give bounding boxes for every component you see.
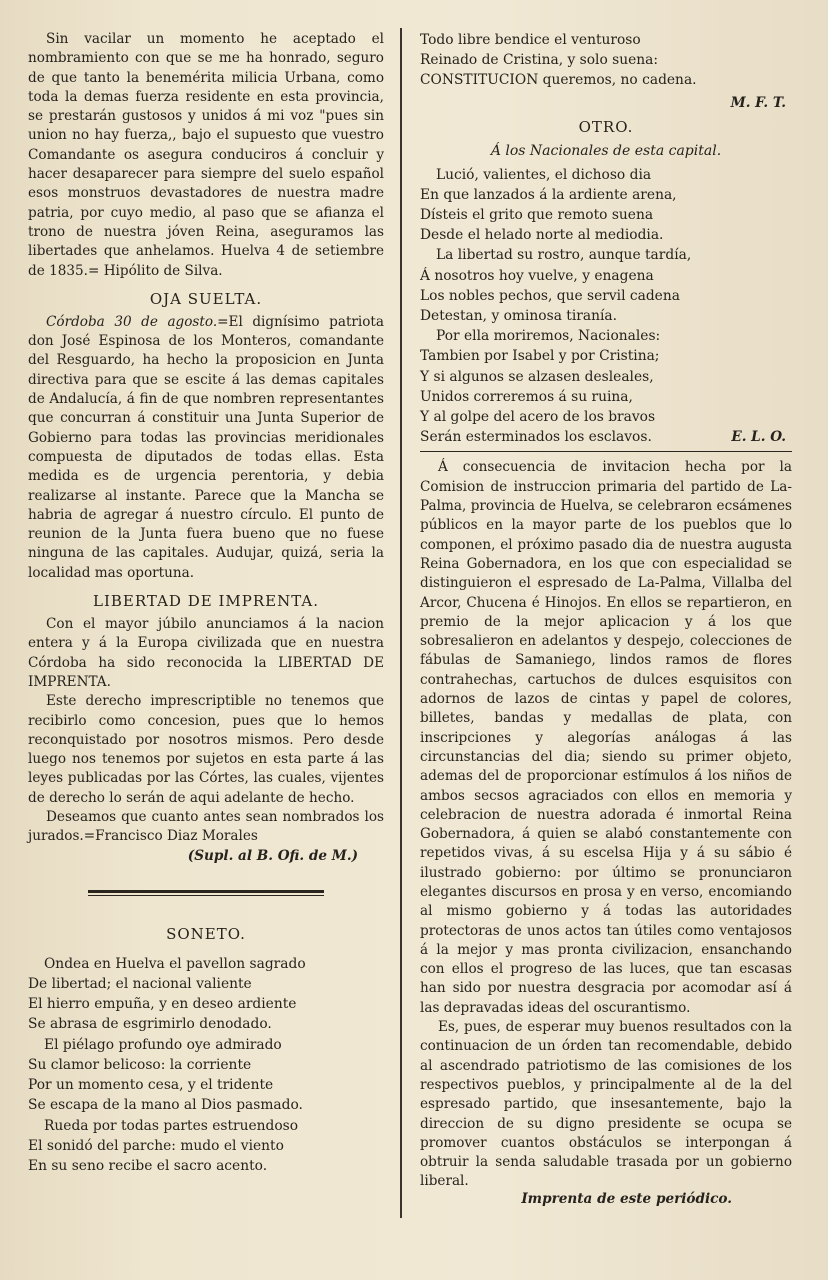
verse-line: Se abrasa de esgrimirlo denodado. bbox=[28, 1016, 272, 1033]
verse-line: Los nobles pechos, que servil cadena bbox=[420, 287, 680, 304]
conclusion-paragraph: Es, pues, de esperar muy buenos resultados con la continuacion de un órden tan recomendable, debido al ascendrado patriotismo de las comisiones de los respectivos pueblos, y principalmente al de la del espresado partido, que insesantemente, bajo la direccion de su digno presidente se ocupa se promover cuantos obstáculos se interpongan á obtruir la senda saludable trasada por un gobierno liberal. bbox=[420, 1019, 792, 1190]
verse-line: El piélago profundo oye admirado bbox=[44, 1036, 282, 1053]
verse-line: Unidos correremos á su ruina, bbox=[420, 388, 633, 405]
otro-verses bbox=[420, 165, 792, 448]
verse-line: CONSTITUCION queremos, no cadena. bbox=[420, 72, 697, 89]
right-column bbox=[420, 30, 792, 1209]
signature-elo: E. L. O. bbox=[731, 429, 786, 446]
verse-line: Reinado de Cristina, y solo suena: bbox=[420, 52, 659, 69]
libertad-source: (Supl. al B. Ofi. de M.) bbox=[187, 847, 358, 864]
verse-line: Ondea en Huelva el pavellon sagrado bbox=[44, 955, 306, 972]
verse-line: Á nosotros hoy vuelve, y enagena bbox=[420, 267, 654, 284]
heading-libertad-imprenta: LIBERTAD DE IMPRENTA. bbox=[93, 592, 319, 611]
verse-line: Desde el helado norte al mediodia. bbox=[420, 227, 664, 244]
verse-line: Por un momento cesa, y el tridente bbox=[28, 1077, 274, 1094]
examenes-article: Á consecuencia de invitacion hecha por la Comision de instruccion primaria del partido de La-Palma, provincia de Huelva, se celebraron ecsámenes públicos en la mayor parte de los pueblos que lo componen, el próximo pasado dia de nuestra augusta Reina Gobernadora, en los que con especialidad se distinguieron el espresado de La-Palma, Villalba del Arcor, Chucena é Hinojos. En ellos se repartieron, en premio de la mejor aplicacion y á los que sobresalieron en adelantos y despejo, colecciones de fábulas de Samaniego, lindos ramos de flores contrahechas, cartuchos de dulces esquisitos con adornos de lazos de cintas y papel de colores, billetes, bandas y medallas de plata, con inscripciones y alegorías análogas á las circunstancias del dia; siendo su primer objeto, ademas del de proporcionar estímulos á los niños de ambos secsos agraciados con ellos en memoria y celebracion de nuestra adorada é inmortal Reina Gobernadora, á quien se alabó constantemente con repetidos vivas, á su escelsa Hija y á su sábio é ilustrado gobierno: por último se pronunciaron elegantes discursos en prosa y en verso, encomiando al mismo gobierno y á todas las autoridades protectoras de unos actos tan útiles como ventajosos á la mejor y mas pronta civilizacion, ensanchando con ellos el progreso de las luces, que tan escasas han sido por nuestra desgracia por acomodar así á las depravadas ideas del oscurantismo. bbox=[420, 459, 792, 1016]
verse-line: Por ella moriremos, Nacionales: bbox=[436, 328, 661, 345]
verse-line: Dísteis el grito que remoto suena bbox=[420, 207, 654, 224]
section-rule-thin bbox=[88, 895, 324, 896]
verse-line: Y al golpe del acero de los bravos bbox=[420, 409, 656, 426]
libertad-p1-emphasis: LIBERTAD DE IMPRENTA. bbox=[28, 654, 384, 690]
verse-line: La libertad su rostro, aunque tardía, bbox=[436, 247, 692, 264]
verse-line: En su seno recibe el sacro acento. bbox=[28, 1157, 268, 1174]
section-rule bbox=[88, 890, 324, 893]
verse-line: Lució, valientes, el dichoso dia bbox=[436, 166, 652, 183]
verse-line: Tambien por Isabel y por Cristina; bbox=[420, 348, 660, 365]
libertad-paragraph-2: Este derecho imprescriptible no tenemos que recibirlo como concesion, pues que lo hemos reconquistado por nosotros mismos. Pero desde luego nos tenemos por sujetos en esta parte á las leyes publicadas por las Córtes, las cuales, vijentes de derecho lo serán de aqui adelante de hecho. bbox=[28, 693, 384, 806]
verse-line: Serán esterminados los esclavos. bbox=[420, 429, 652, 446]
commander-proclamation: Sin vacilar un momento he aceptado el nombramiento con que se me ha honrado, seguro de que tanto la benemérita milicia Urbana, como toda la demas fuerza residente en esta provincia, se prestarán gustosos y unidos á mi voz "pues sin union no hay fuerza,, bajo el supuesto que vuestro Comandante os asegura conduciros á concluir y hacer desaparecer para siempre del suelo español esos monstruos devastadores de nuestra madre patria, por cuyo medio, al paso que se afianza el trono de nuestra jóven Reina, aseguramos las libertades que anhelamos. Huelva 4 de setiembre de 1835.= Hipólito de Silva. bbox=[28, 31, 384, 279]
heading-soneto: SONETO. bbox=[166, 924, 246, 943]
oja-dateline: Córdoba 30 de agosto. bbox=[46, 313, 218, 330]
verse-line: De libertad; el nacional valiente bbox=[28, 976, 252, 993]
heading-oja-suelta: OJA SUELTA. bbox=[149, 289, 263, 308]
heading-otro: OTRO. bbox=[578, 117, 634, 136]
verse-line: Detestan, y ominosa tiranía. bbox=[420, 308, 617, 325]
verse-line: Rueda por todas partes estruendoso bbox=[44, 1117, 299, 1134]
otro-dedication: Á los Nacionales de esta capital. bbox=[490, 142, 722, 159]
verse-line: En que lanzados á la ardiente arena, bbox=[420, 186, 677, 203]
column-divider bbox=[400, 28, 402, 1218]
oja-suelta-article bbox=[28, 313, 384, 583]
section-rule-right bbox=[420, 451, 792, 452]
oja-body: =El dignísimo patriota don José Espinosa de los Monteros, comandante del Resguardo, ha hecho la proposicion en Junta directiva para que se escite á las demas capitales de Andalucía, á fin de que nombren representantes que concurran á constituir una Junta Superior de Gobierno para todas las provincias meridionales compuesta de diputados de todas ellas. Esta medida es de urgencia perentoria, y debia realizarse al instante. Parece que la Mancha se habria de agregar á nuestro círculo. El punto de reunion de la Junta fuera bueno que no fuese ninguna de las capitales. Audujar, quizá, seria la localidad mas oportuna. bbox=[28, 313, 384, 581]
verse-line: El sonidó del parche: mudo el viento bbox=[28, 1137, 284, 1154]
signature-mft: M. F. T. bbox=[730, 94, 786, 111]
verse-line: Su clamor belicoso: la corriente bbox=[28, 1056, 252, 1073]
verse-line: Se escapa de la mano al Dios pasmado. bbox=[28, 1097, 303, 1114]
imprint-line: Imprenta de este periódico. bbox=[521, 1190, 732, 1207]
verse-line: Y si algunos se alzasen desleales, bbox=[420, 368, 654, 385]
verse-line: El hierro empuña, y en deseo ardiente bbox=[28, 996, 297, 1013]
soneto-verses bbox=[28, 954, 384, 1176]
soneto-continuation bbox=[420, 30, 792, 91]
libertad-paragraph-1 bbox=[28, 615, 384, 692]
libertad-p1-text: Con el mayor júbilo anunciamos á la nacion entera y á la Europa civilizada que en nuestra Córdoba ha sido reconocida la bbox=[28, 616, 384, 671]
left-column bbox=[28, 30, 384, 1176]
libertad-paragraph-3: Deseamos que cuanto antes sean nombrados los jurados.=Francisco Diaz Morales bbox=[28, 808, 384, 845]
verse-line: Todo libre bendice el venturoso bbox=[420, 32, 641, 48]
